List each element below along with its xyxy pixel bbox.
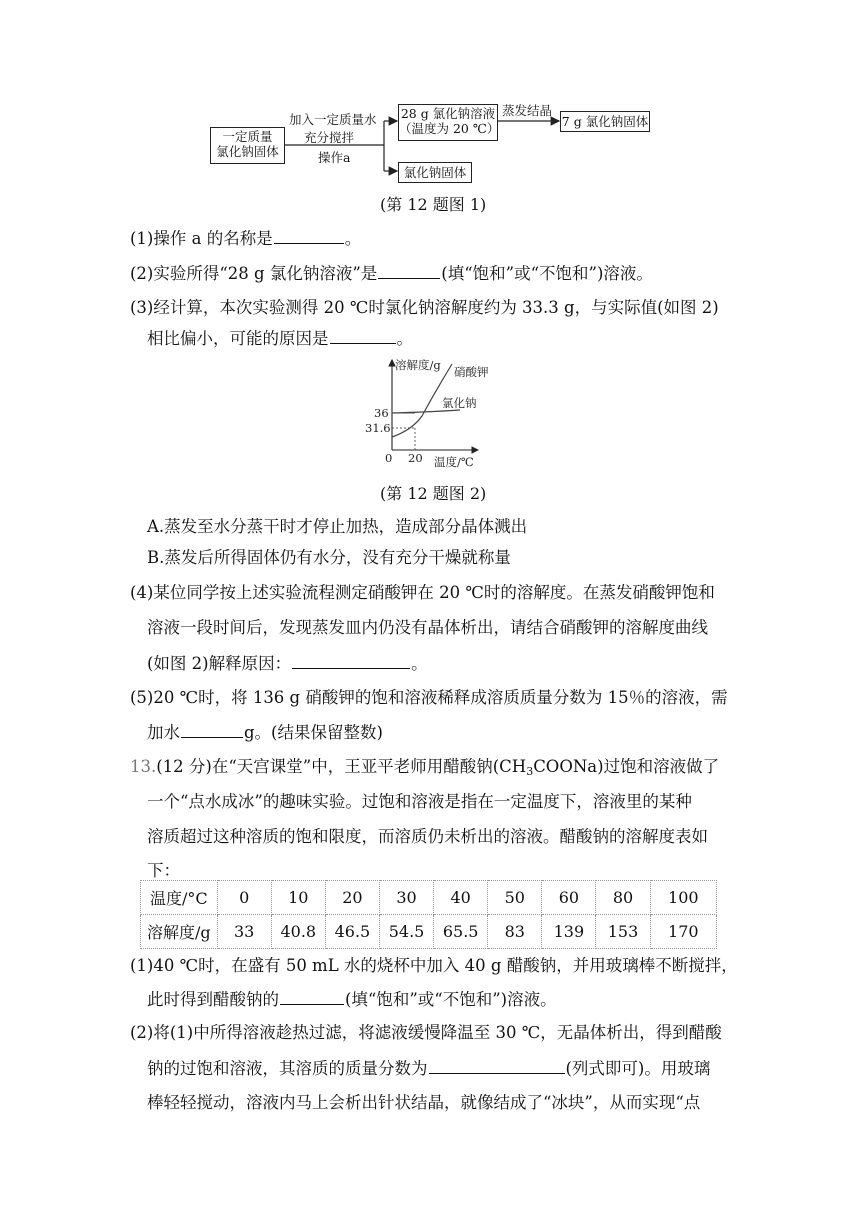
- q13-line1: [130, 756, 719, 783]
- q13-sub2-end: (列式即可)。用玻璃: [565, 1059, 711, 1078]
- table-header-temp: 温度/°C: [141, 881, 218, 915]
- solubility-chart: [360, 352, 510, 472]
- q12-option-b: B.蒸发后所得固体仍有水分，没有充分干燥就称量: [147, 548, 511, 567]
- series-nacl-label: 氯化钠: [442, 396, 477, 410]
- q13-sub2-text: 钠的过饱和溶液，其溶质的质量分数为: [147, 1059, 428, 1078]
- fig2-caption: (第 12 题图 2): [380, 484, 487, 503]
- q12-part4-text: (如图 2)解释原因：: [147, 654, 292, 673]
- q13-number: 13.: [130, 757, 157, 776]
- q12-part5-end: g。(结果保留整数): [244, 723, 383, 742]
- flow-solution-line2: （温度为 20 ℃）: [399, 121, 500, 136]
- q12-part3-line2: [147, 327, 413, 350]
- answer-blank[interactable]: [274, 227, 344, 244]
- table-row: [141, 915, 717, 949]
- flow-result-text: 7 g 氯化钠固体: [561, 114, 649, 129]
- flow-step-line1: 加入一定质量水: [289, 112, 377, 127]
- flow-solution-line1: 28 g 氯化钠溶液: [400, 106, 496, 121]
- q12-part2: [130, 262, 653, 285]
- flow-start-line1: 一定质量: [222, 129, 273, 144]
- q12-option-a: A.蒸发至水分蒸干时才停止加热，造成部分晶体溅出: [147, 517, 528, 536]
- table-cell: 60: [542, 881, 596, 915]
- table-cell: 139: [542, 915, 596, 949]
- answer-blank[interactable]: [330, 327, 396, 344]
- table-cell: 80: [596, 881, 650, 915]
- q13-line2: 一个“点水成冰”的趣味实验。过饱和溶液是指在一定温度下，溶液里的某种: [147, 792, 692, 811]
- q12-part5-line2: [147, 721, 383, 744]
- table-header-solubility: 溶解度/g: [141, 915, 218, 949]
- q13-sub2-line1: (2)将(1)中所得溶液趁热过滤，将滤液缓慢降温至 30 ℃，无晶体析出，得到醋酸: [130, 1023, 722, 1042]
- q13-sub2-line2: [147, 1057, 710, 1080]
- y-axis-label: 溶解度/g: [395, 358, 441, 372]
- solubility-table: [140, 880, 717, 949]
- answer-blank[interactable]: [181, 721, 243, 738]
- tick-20: 20: [408, 451, 423, 465]
- q12-part4-line2: 溶液一段时间后，发现蒸发皿内仍没有晶体析出，请结合硝酸钾的溶解度曲线: [147, 618, 708, 637]
- tick-31-6: 31.6: [365, 421, 391, 435]
- q12-part4-line3: [147, 652, 428, 675]
- table-cell: 0: [217, 881, 271, 915]
- q12-part3-text: 相比偏小，可能的原因是: [147, 329, 329, 348]
- flow-residue-text: 氯化钠固体: [403, 165, 467, 180]
- table-cell: 153: [596, 915, 650, 949]
- fig1-caption: (第 12 题图 1): [380, 195, 487, 214]
- answer-blank[interactable]: [280, 988, 344, 1005]
- table-cell: 54.5: [379, 915, 433, 949]
- flow-step-line3: 操作a: [318, 150, 351, 165]
- answer-blank[interactable]: [378, 262, 440, 279]
- flow-arrows: [0, 0, 860, 200]
- table-cell: 33: [217, 915, 271, 949]
- table-cell: 65.5: [434, 915, 488, 949]
- q13-line3: 溶质超过这种溶质的饱和限度，而溶质仍未析出的溶液。醋酸钠的溶解度表如: [147, 827, 708, 846]
- flow-step-line2: 充分搅拌: [304, 130, 355, 145]
- q13-sub2-line3: 棒轻轻搅动，溶液内马上会析出针状结晶，就像结成了“冰块”，从而实现“点: [147, 1093, 701, 1112]
- table-cell: 40: [434, 881, 488, 915]
- x-axis-label: 温度/℃: [434, 455, 474, 469]
- q12-part5-text: 加水: [147, 723, 180, 742]
- table-cell: 20: [325, 881, 379, 915]
- table-cell: 40.8: [271, 915, 325, 949]
- q12-part4-end: 。: [411, 654, 428, 673]
- flow-start-line2: 氯化钠固体: [216, 144, 279, 159]
- q13-line1-sub: 3: [526, 765, 534, 778]
- table-cell: 46.5: [325, 915, 379, 949]
- table-cell: 50: [488, 881, 542, 915]
- q13-line4: 下：: [147, 861, 180, 880]
- table-row: [141, 881, 717, 915]
- q12-part1: [130, 227, 361, 250]
- answer-blank[interactable]: [429, 1057, 565, 1074]
- table-cell: 100: [650, 881, 716, 915]
- table-cell: 170: [650, 915, 716, 949]
- table-cell: 83: [488, 915, 542, 949]
- q13-line1-a: (12 分)在“天宫课堂”中，王亚平老师用醋酸钠(CH: [156, 757, 527, 776]
- table-cell: 30: [379, 881, 433, 915]
- q13-sub1-line2: [147, 988, 557, 1011]
- q12-part3-line1: (3)经计算，本次实验测得 20 ℃时氯化钠溶解度约为 33.3 g，与实际值(如图 2): [130, 298, 719, 317]
- flow-evap-label: 蒸发结晶: [502, 103, 553, 118]
- q12-part2-text: (2)实验所得“28 g 氯化钠溶液”是: [130, 264, 378, 283]
- q12-part1-end: 。: [344, 229, 362, 248]
- q13-line1-b: COONa)过饱和溶液做了: [533, 757, 720, 776]
- tick-0: 0: [385, 451, 393, 465]
- q12-part5-line1: (5)20 ℃时，将 136 g 硝酸钾的饱和溶液稀释成溶质质量分数为 15％的溶液，需: [130, 688, 728, 707]
- tick-36: 36: [374, 406, 389, 420]
- q13-sub1-line1: (1)40 ℃时，在盛有 50 mL 水的烧杯中加入 40 g 醋酸钠，并用玻璃棒不断搅拌，: [130, 956, 738, 975]
- q12-part3-end: 。: [396, 329, 413, 348]
- q12-part2-end: (填“饱和”或“不饱和”)溶液。: [441, 264, 653, 283]
- nacl-curve: [392, 410, 460, 413]
- series-kno3-label: 硝酸钾: [454, 365, 489, 379]
- q13-sub1-end: (填“饱和”或“不饱和”)溶液。: [345, 990, 557, 1009]
- q12-part1-text: (1)操作 a 的名称是: [130, 229, 273, 248]
- q13-sub1-text: 此时得到醋酸钠的: [147, 990, 279, 1009]
- table-cell: 10: [271, 881, 325, 915]
- q12-part4-line1: (4)某位同学按上述实验流程测定硝酸钾在 20 ℃时的溶解度。在蒸发硝酸钾饱和: [130, 583, 715, 602]
- answer-blank[interactable]: [292, 652, 410, 669]
